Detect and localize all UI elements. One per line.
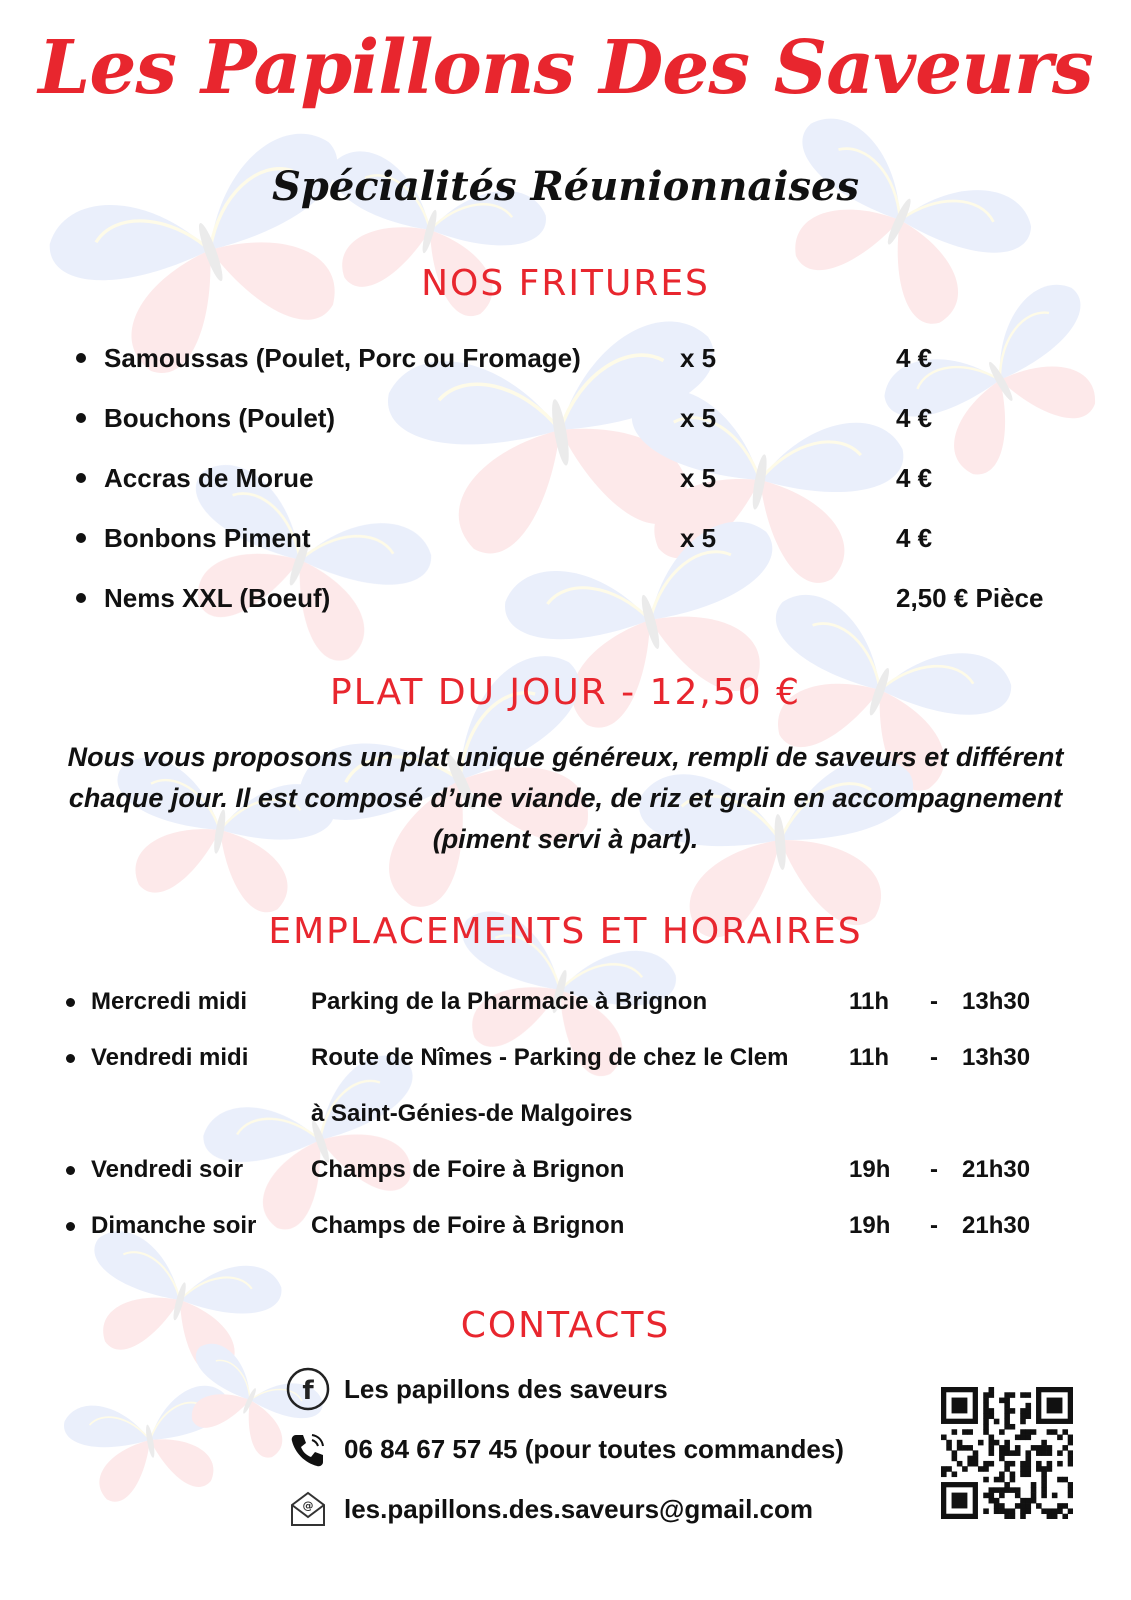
facebook-link[interactable]: Les papillons des saveurs [344, 1374, 668, 1404]
fritures-heading: NOS FRITURES [421, 263, 710, 304]
phone-number[interactable]: 06 84 67 57 45 (pour toutes commandes) [344, 1434, 844, 1464]
friture-item [0, 458, 1131, 498]
location-start-time: 11h [849, 988, 890, 1015]
location-place: Champs de Foire à Brignon [311, 1212, 625, 1239]
friture-qty: x 5 [680, 403, 717, 433]
location-row [0, 982, 1131, 1022]
friture-qty: x 5 [680, 523, 717, 553]
bullet-icon [66, 1054, 75, 1063]
location-row [0, 1150, 1131, 1190]
friture-price: 4 € [896, 523, 933, 553]
location-place: Parking de la Pharmacie à Brignon [311, 988, 708, 1015]
friture-qty: x 5 [680, 463, 717, 493]
location-row [0, 1038, 1131, 1078]
location-day: Mercredi midi [91, 988, 248, 1015]
location-start-time: 11h [849, 1044, 890, 1071]
friture-name: Bouchons (Poulet) [104, 403, 336, 433]
location-start-time: 19h [849, 1212, 891, 1239]
bullet-icon [66, 1222, 75, 1231]
friture-name: Nems XXL (Boeuf) [104, 583, 331, 613]
plat-heading: PLAT DU JOUR - 12,50 € [330, 672, 801, 713]
friture-item [0, 338, 1131, 378]
location-start-time: 19h [849, 1156, 891, 1183]
locations-heading: EMPLACEMENTS ET HORAIRES [268, 911, 863, 952]
time-separator: - [930, 1212, 938, 1239]
location-day: Dimanche soir [91, 1212, 257, 1239]
bullet-icon [66, 998, 75, 1007]
bullet-icon [76, 473, 86, 483]
svg-text:f: f [302, 1376, 314, 1406]
friture-price: 2,50 € Pièce [896, 583, 1044, 613]
svg-text:@: @ [302, 1499, 314, 1512]
friture-name: Accras de Morue [104, 463, 314, 493]
plat-description: Nous vous proposons un plat unique généreux, rempli de saveurs et différent chaque jour. Il est composé d’une viande, de riz et grain en accompagnement (piment servi à part). [67, 742, 1064, 854]
friture-price: 4 € [896, 463, 933, 493]
email-link[interactable]: les.papillons.des.saveurs@gmail.com [344, 1494, 813, 1524]
contacts-heading: CONTACTS [460, 1305, 671, 1346]
time-separator: - [930, 1156, 938, 1183]
facebook-icon [286, 1367, 330, 1411]
time-separator: - [930, 988, 938, 1015]
location-day: Vendredi midi [91, 1044, 249, 1071]
location-place: Route de Nîmes - Parking de chez le Clem [311, 1044, 789, 1071]
location-end-time: 21h30 [962, 1156, 1031, 1183]
bullet-icon [76, 353, 86, 363]
friture-qty: x 5 [680, 343, 717, 373]
location-end-time: 13h30 [962, 988, 1031, 1015]
page-title: Les Papillons Des Saveurs [38, 25, 1093, 111]
friture-item [0, 578, 1131, 618]
bullet-icon [66, 1166, 75, 1175]
bullet-icon [76, 593, 86, 603]
location-day: Vendredi soir [91, 1156, 244, 1183]
friture-name: Samoussas (Poulet, Porc ou Fromage) [104, 343, 581, 373]
friture-price: 4 € [896, 403, 933, 433]
bullet-icon [76, 413, 86, 423]
friture-name: Bonbons Piment [104, 523, 311, 553]
location-place: Champs de Foire à Brignon [311, 1156, 625, 1183]
phone-icon [286, 1427, 330, 1471]
time-separator: - [930, 1044, 938, 1071]
friture-item [0, 518, 1131, 558]
page-subtitle: Spécialités Réunionnaises [271, 163, 860, 210]
friture-price: 4 € [896, 343, 933, 373]
location-row [0, 1206, 1131, 1246]
bullet-icon [76, 533, 86, 543]
qr-code[interactable] [941, 1387, 1073, 1519]
friture-item [0, 398, 1131, 438]
location-end-time: 13h30 [962, 1044, 1031, 1071]
location-end-time: 21h30 [962, 1212, 1031, 1239]
email-icon [286, 1487, 330, 1531]
location-place-continuation: à Saint-Génies-de Malgoires [311, 1100, 633, 1127]
